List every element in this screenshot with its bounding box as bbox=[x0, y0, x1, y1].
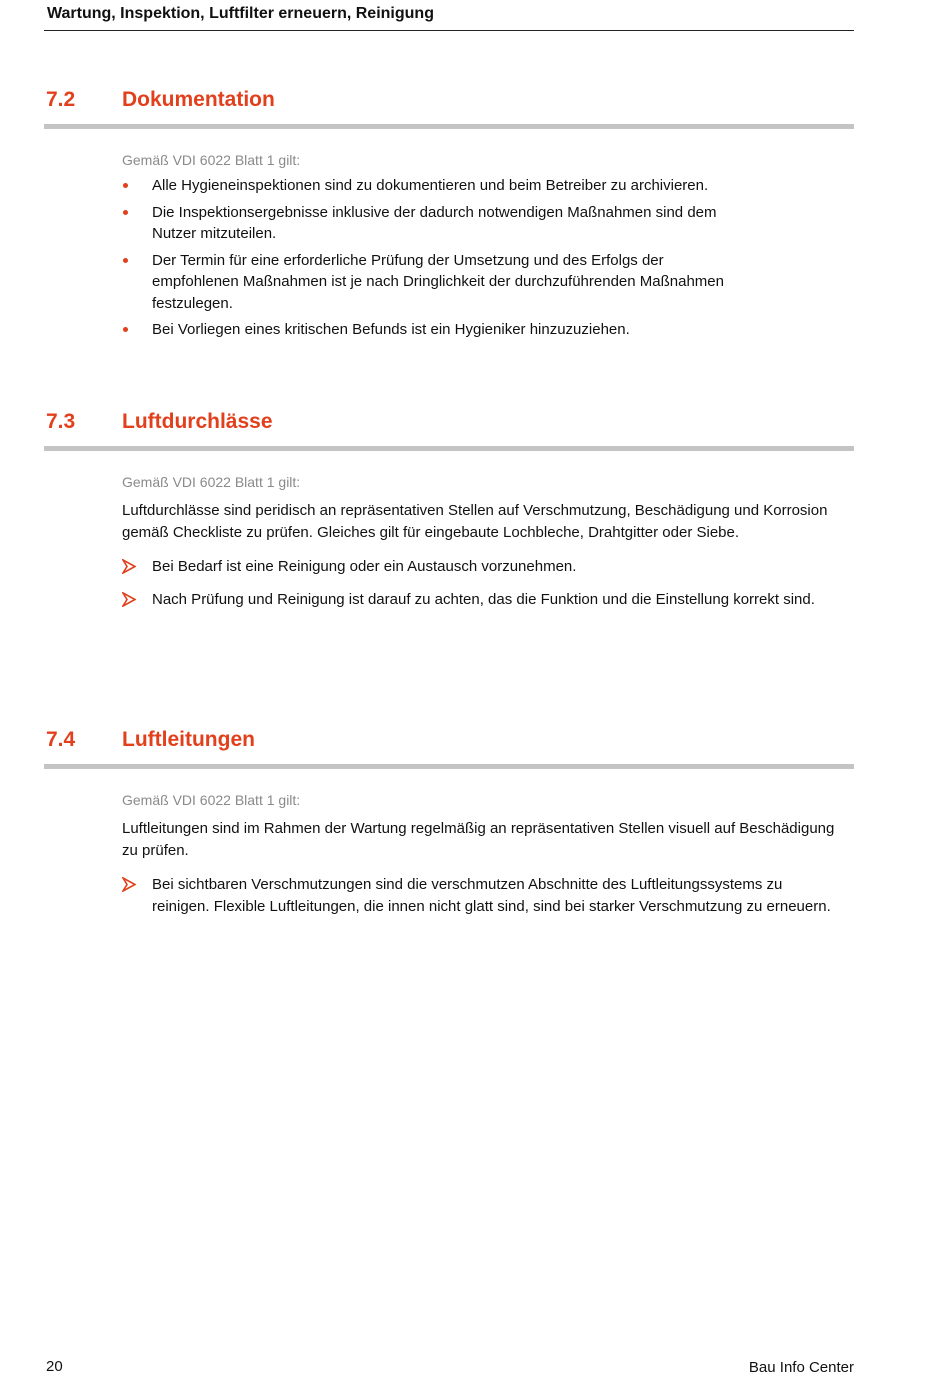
section-number: 7.3 bbox=[46, 410, 76, 433]
list-item-text: Bei Bedarf ist eine Reinigung oder ein Austausch vorzunehmen. bbox=[152, 558, 577, 575]
section-body bbox=[122, 151, 838, 341]
list-item-text: Bei Vorliegen eines kritischen Befunds ist ein Hygieniker hinzuzuziehen. bbox=[152, 321, 630, 338]
list-item bbox=[122, 319, 838, 341]
list-item-text: Der Termin für eine erforderliche Prüfung der Umsetzung und des Erfolgs der empfohlenen Maßnahmen ist je nach Dringlichkeit der durchzuführenden Maßnahmen festzulegen. bbox=[152, 251, 724, 312]
section-number: 7.4 bbox=[46, 728, 76, 751]
section-luftdurchlaesse bbox=[44, 410, 854, 610]
section-luftleitungen bbox=[44, 728, 854, 917]
bullet-dot-icon bbox=[123, 327, 128, 332]
bullet-dot-icon bbox=[123, 183, 128, 188]
list-item bbox=[122, 175, 838, 197]
section-title: Luftleitungen bbox=[122, 728, 255, 751]
section-paragraph: Luftdurchlässe sind peridisch an repräsentativen Stellen auf Verschmutzung, Beschädigung und Korrosion gemäß Checkliste zu prüfen. Gleiches gilt für eingebaute Lochbleche, Drahtgitter oder Siebe. bbox=[122, 502, 828, 541]
section-number: 7.2 bbox=[46, 88, 76, 111]
section-dokumentation bbox=[44, 88, 854, 341]
arrow-bullet-icon bbox=[122, 877, 136, 892]
section-heading bbox=[44, 728, 854, 769]
action-list bbox=[122, 874, 838, 917]
section-title: Dokumentation bbox=[122, 88, 275, 111]
list-item-text: Die Inspektionsergebnisse inklusive der dadurch notwendigen Maßnahmen sind dem Nutzer mitzuteilen. bbox=[152, 203, 717, 242]
source-note: Gemäß VDI 6022 Blatt 1 gilt: bbox=[122, 474, 301, 490]
page-header-title: Wartung, Inspektion, Luftfilter erneuern, Reinigung bbox=[47, 5, 434, 22]
page-number: 20 bbox=[46, 1358, 63, 1375]
list-item bbox=[122, 556, 838, 578]
section-heading bbox=[44, 88, 854, 129]
list-item-text: Bei sichtbaren Verschmutzungen sind die verschmutzen Abschnitte des Luftleitungssystems zu reinigen. Flexible Luftleitungen, die innen nicht glatt sind, sind bei starker Verschmutzung zu erneuern. bbox=[152, 876, 831, 915]
arrow-bullet-icon bbox=[122, 592, 136, 607]
section-heading bbox=[44, 410, 854, 451]
section-body bbox=[122, 473, 838, 610]
source-note: Gemäß VDI 6022 Blatt 1 gilt: bbox=[122, 792, 301, 808]
bullet-dot-icon bbox=[123, 210, 128, 215]
list-item-text: Alle Hygieneinspektionen sind zu dokumentieren und beim Betreiber zu archivieren. bbox=[152, 177, 709, 194]
list-item bbox=[122, 250, 838, 315]
list-item bbox=[122, 589, 838, 611]
bullet-dot-icon bbox=[123, 258, 128, 263]
section-body bbox=[122, 791, 838, 917]
action-list bbox=[122, 556, 838, 610]
page-header bbox=[44, 4, 854, 31]
list-item bbox=[122, 202, 838, 245]
publisher-name: Bau Info Center bbox=[748, 1359, 854, 1376]
arrow-bullet-icon bbox=[122, 559, 136, 574]
bullet-list bbox=[122, 175, 838, 341]
section-title: Luftdurchlässe bbox=[122, 410, 273, 433]
source-note: Gemäß VDI 6022 Blatt 1 gilt: bbox=[122, 152, 301, 168]
list-item bbox=[122, 874, 838, 917]
section-paragraph: Luftleitungen sind im Rahmen der Wartung regelmäßig an repräsentativen Stellen visuell auf Beschädigung zu prüfen. bbox=[122, 820, 835, 859]
list-item-text: Nach Prüfung und Reinigung ist darauf zu achten, das die Funktion und die Einstellung korrekt sind. bbox=[152, 590, 815, 608]
